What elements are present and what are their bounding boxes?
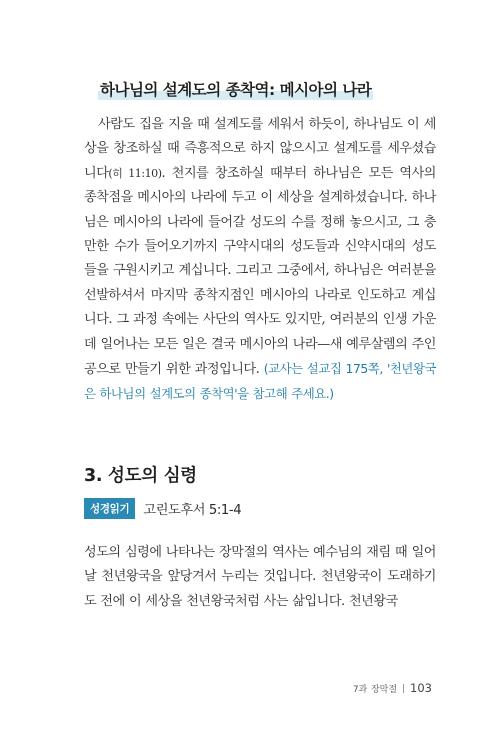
- teacher-note: (교사는 설교집 175쪽, '천년왕국은 하나님의 설계도의 종착역'을 참고해 주세요.): [84, 361, 436, 402]
- reading-reference: 고린도후서 5:1-4: [143, 503, 242, 518]
- section-heading: [100, 78, 371, 100]
- body-paragraph-1: [84, 113, 436, 408]
- paragraph-text: 사람도 집을 지을 때 설계도를 세워서 하듯이, 하나님도 이 세상을 창조하실 때 즉흥적으로 하지 않으시고 설계도를 세우셨습니다: [84, 117, 436, 181]
- scripture-reference: (히 11:10): [108, 166, 162, 180]
- section-heading-text: 하나님의 설계도의 종착역: 메시아의 나라: [100, 81, 372, 99]
- chapter-title: 3. 성도의 심령: [84, 466, 197, 486]
- lesson-number: 7과: [352, 684, 367, 695]
- scripture-reading: [84, 498, 241, 519]
- body-paragraph-2: 성도의 심령에 나타나는 장막절의 역사는 예수님의 재림 때 일어날 천년왕국을 앞당겨서 누리는 것입니다. 천년왕국이 도래하기도 전에 이 세상을 천년왕국처럼 사는 삶입니다. 천년왕국: [84, 545, 436, 609]
- reading-badge: 성경읽기: [84, 498, 135, 519]
- page-number: 103: [410, 681, 432, 695]
- footer-divider: [403, 684, 404, 693]
- paragraph-text: . 천지를 창조하실 때부터 하나님은 모든 역사의 종착점을 메시아의 나라에 두고 이 세상을 설계하셨습니다. 하나님은 메시아의 나라에 들어갈 성도의 수를 정해 놓으시고, 그 충만한 수가 들어오기까지 구약시대의 성도들과 신약시대의 성도들을 구원시키고 계십니다. 그리고 그중에서, 하나님은 여러분을 선발하셔서 마지막 종착지점인 메시아의 나라로 인도하고 계십니다. 그 과정 속에는 사단의 역사도 있지만, 여러분의 인생 가운데 일어나는 모든 일은 결국 메시아의 나라—새 예루살렘의 주인공으로 만들기 위한 과정입니다.: [84, 165, 436, 378]
- lesson-name: 장막절: [370, 684, 398, 695]
- page-footer: [353, 681, 432, 695]
